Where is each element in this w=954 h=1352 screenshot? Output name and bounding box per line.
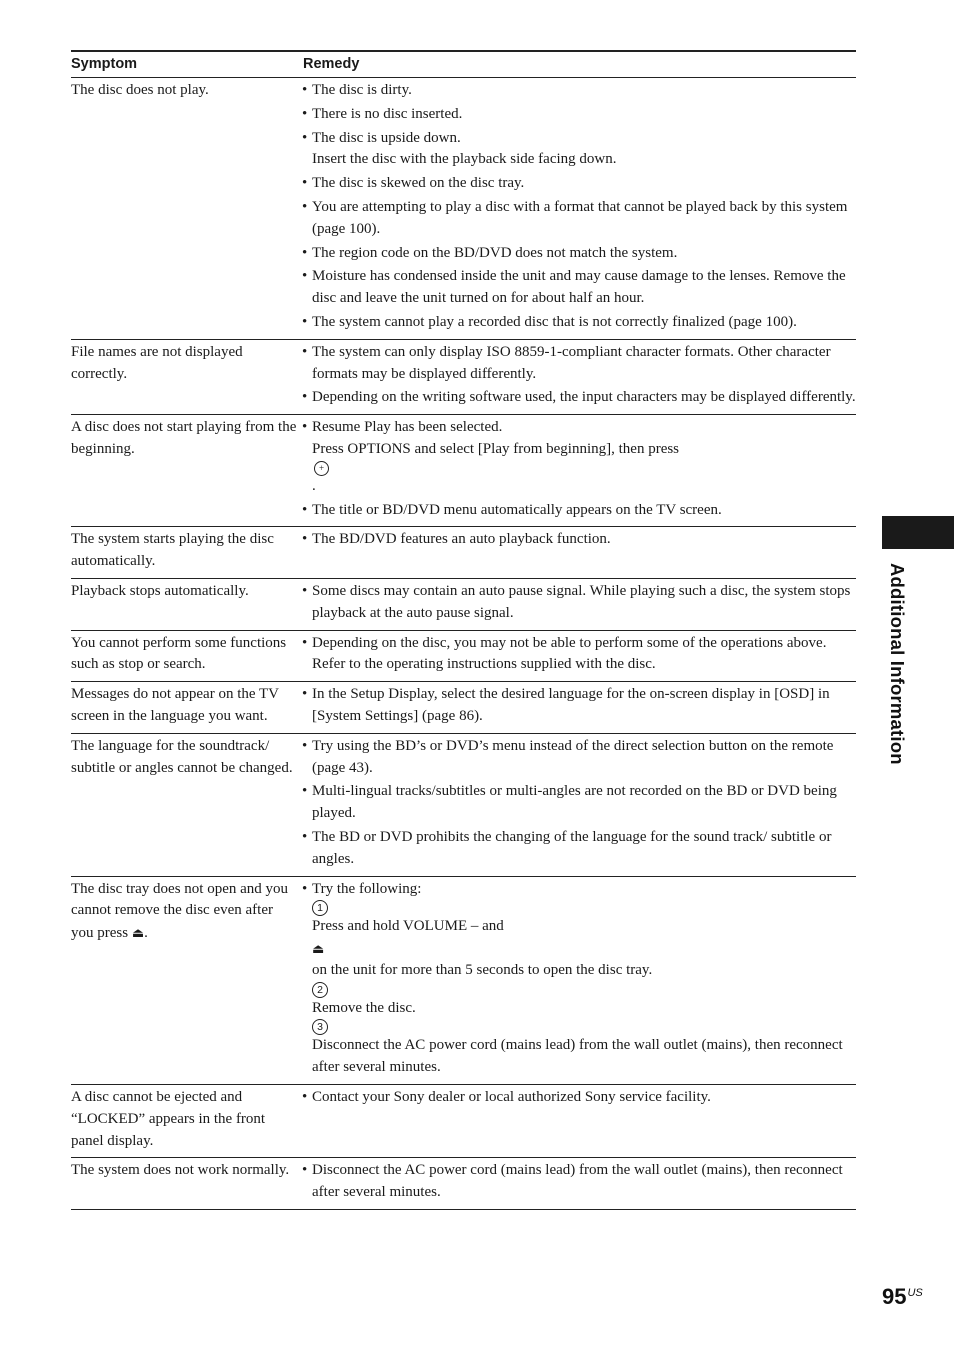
remedy-line: The title or BD/DVD menu automatically appears on the TV screen. (312, 501, 722, 518)
remedy-line: The region code on the BD/DVD does not match the system. (312, 244, 678, 261)
table-row (71, 527, 856, 579)
table-row (71, 630, 856, 682)
symptom-cell (71, 78, 302, 340)
remedy-cell (302, 415, 856, 527)
remedy-line: You are attempting to play a disc with a format that cannot be played back by this system (page 100). (312, 198, 848, 237)
remedy-text (312, 104, 856, 126)
remedy-text (312, 827, 856, 871)
table-row (71, 415, 856, 527)
remedy-item (302, 266, 856, 310)
remedy-item (302, 173, 856, 195)
remedy-line: Disconnect the AC power cord (mains lead) from the wall outlet (mains), then reconnect after several minutes. (312, 1162, 843, 1201)
symptom-cell (71, 682, 302, 734)
remedy-line: The disc is skewed on the disc tray. (312, 175, 525, 192)
remedy-line: Contact your Sony dealer or local authorized Sony service facility. (312, 1089, 711, 1106)
remedy-item (302, 684, 856, 728)
symptom-text: You cannot perform some functions such as stop or search. (71, 634, 287, 673)
remedy-line: Moisture has condensed inside the unit and may cause damage to the lenses. Remove the disc and leave the unit turned on for about half an hour. (312, 268, 846, 307)
remedy-text (312, 80, 856, 102)
remedy-item (302, 500, 856, 522)
symptom-text: The system starts playing the disc automatically. (71, 531, 274, 570)
table-row (71, 339, 856, 414)
table-row (71, 733, 856, 876)
symptom-cell (71, 1158, 302, 1210)
symptom-cell (71, 1085, 302, 1158)
remedy-line: Insert the disc with the playback side facing down. (312, 151, 617, 168)
remedy-item (302, 387, 856, 409)
remedy-text (312, 312, 856, 334)
remedy-item (302, 80, 856, 102)
remedy-cell (302, 1158, 856, 1210)
step-2-icon: 2 (312, 982, 328, 998)
remedy-line: Depending on the writing software used, the input characters may be displayed differently. (312, 389, 856, 406)
remedy-text (312, 266, 856, 310)
remedy-text (312, 684, 856, 728)
remedy-cell (302, 527, 856, 579)
remedy-item (302, 879, 856, 1080)
remedy-line: The BD/DVD features an auto playback function. (312, 531, 611, 548)
remedy-item (302, 633, 856, 677)
remedy-line: The disc is upside down. (312, 129, 461, 146)
remedy-line: Resume Play has been selected. (312, 419, 503, 436)
remedy-line: Press OPTIONS and select [Play from beginning], then press (312, 440, 680, 457)
remedy-text (312, 633, 856, 677)
remedy-cell (302, 1085, 856, 1158)
step-1-icon: 1 (312, 900, 328, 916)
enter-button-icon: + (314, 461, 329, 476)
eject-icon: ⏏ (131, 925, 145, 941)
table-row (71, 78, 856, 340)
step-3-icon: 3 (312, 1019, 328, 1035)
table-row (71, 1158, 856, 1210)
remedy-item (302, 581, 856, 625)
eject-icon: ⏏ (312, 941, 325, 957)
remedy-text (312, 1087, 856, 1109)
remedy-item (302, 827, 856, 871)
page-number-value: 95 (882, 1284, 907, 1309)
symptom-text: File names are not displayed correctly. (71, 343, 243, 382)
remedy-lead: • Try the following: (312, 880, 422, 897)
symptom-cell (71, 527, 302, 579)
remedy-cell (302, 578, 856, 630)
remedy-line: The BD or DVD prohibits the changing of the language for the sound track/ subtitle or angles. (312, 828, 832, 867)
remedy-text (312, 736, 856, 780)
remedy-item (302, 736, 856, 780)
remedy-text (312, 781, 856, 825)
remedy-line: Try using the BD’s or DVD’s menu instead of the direct selection button on the remote (page 43). (312, 737, 834, 776)
remedy-text (312, 197, 856, 241)
remedy-cell (302, 733, 856, 876)
symptom-text: The language for the soundtrack/ subtitle or angles cannot be changed. (71, 737, 293, 776)
remedy-line: In the Setup Display, select the desired language for the on-screen display in [OSD] in [System Settings] (page 86). (312, 686, 830, 724)
symptom-cell (71, 630, 302, 682)
remedy-text (312, 879, 856, 1080)
remedy-text (312, 128, 856, 150)
troubleshooting-table (71, 50, 856, 1210)
remedy-item (302, 104, 856, 126)
symptom-text: Messages do not appear on the TV screen in the language you want. (71, 686, 279, 724)
symptom-text: The disc does not play. (71, 82, 209, 98)
page-number-suffix: US (907, 1287, 923, 1299)
remedy-text (312, 1160, 856, 1204)
symptom-cell: The disc tray does not open and you cannot remove the disc even after you press ⏏. (71, 876, 302, 1085)
symptom-text: The disc tray does not open and you cannot remove the disc even after you press (71, 880, 289, 942)
table-header-row (71, 51, 856, 78)
symptom-text: The system does not work normally. (71, 1162, 290, 1179)
section-tab (882, 516, 954, 549)
remedy-text (312, 243, 856, 265)
remedy-item (302, 312, 856, 334)
symptom-text: A disc cannot be ejected and “LOCKED” appears in the front panel display. (71, 1089, 266, 1149)
remedy-item (302, 128, 856, 172)
remedy-item (302, 529, 856, 551)
table-row (71, 1085, 856, 1158)
remedy-line: There is no disc inserted. (312, 105, 463, 122)
remedy-item (302, 342, 856, 386)
step-2-text: Remove the disc. (312, 999, 416, 1016)
step-1-text: Press and hold VOLUME – and (312, 918, 504, 935)
symptom-cell (71, 415, 302, 527)
remedy-item (302, 417, 856, 497)
remedy-item (302, 243, 856, 265)
remedy-subtext: Press OPTIONS and select [Play from beginning], then press + . (312, 440, 680, 494)
remedy-item (302, 1087, 856, 1109)
remedy-line: Depending on the disc, you may not be able to perform some of the operations above. Refer to the operating instructions supplied with the disc. (312, 634, 827, 673)
symptom-cell (71, 733, 302, 876)
symptom-cell (71, 339, 302, 414)
remedy-cell (302, 630, 856, 682)
remedy-cell (302, 339, 856, 414)
section-label (886, 563, 926, 783)
remedy-text (312, 417, 856, 439)
symptom-text: A disc does not start playing from the beginning. (71, 419, 297, 457)
remedy-line: Some discs may contain an auto pause signal. While playing such a disc, the system stops playback at the auto pause signal. (312, 582, 851, 621)
page-number (882, 1284, 923, 1310)
remedy-item (302, 1160, 856, 1204)
remedy-line: The disc is dirty. (312, 82, 412, 98)
symptom-cell (71, 578, 302, 630)
step-1-text-cont: on the unit for more than 5 seconds to open the disc tray. (312, 961, 653, 978)
symptom-text: Playback stops automatically. (71, 582, 249, 599)
table-row (71, 876, 856, 1085)
remedy-cell (302, 78, 856, 340)
table-body (71, 78, 856, 1210)
remedy-text (312, 500, 856, 522)
remedy-line: The system can only display ISO 8859-1-compliant character formats. Other character formats may be displayed differently. (312, 343, 831, 382)
remedy-cell (302, 682, 856, 734)
remedy-text (312, 581, 856, 625)
remedy-text (312, 529, 856, 551)
section-label-text: Additional Information (887, 563, 908, 765)
step-3-text: Disconnect the AC power cord (mains lead) from the wall outlet (mains), then reconnect after several minutes. (312, 1037, 843, 1076)
remedy-text (312, 173, 856, 195)
remedy-header: Remedy (302, 51, 856, 78)
remedy-line: The system cannot play a recorded disc that is not correctly finalized (page 100). (312, 313, 797, 330)
symptom-header: Symptom (71, 51, 302, 78)
remedy-text (312, 342, 856, 386)
remedy-cell (302, 876, 856, 1085)
remedy-line: Multi-lingual tracks/subtitles or multi-angles are not recorded on the BD or DVD being played. (312, 783, 837, 822)
remedy-item (302, 197, 856, 241)
remedy-item (302, 781, 856, 825)
table-row (71, 578, 856, 630)
table-row (71, 682, 856, 734)
remedy-text (312, 387, 856, 409)
remedy-subtext (312, 149, 856, 171)
